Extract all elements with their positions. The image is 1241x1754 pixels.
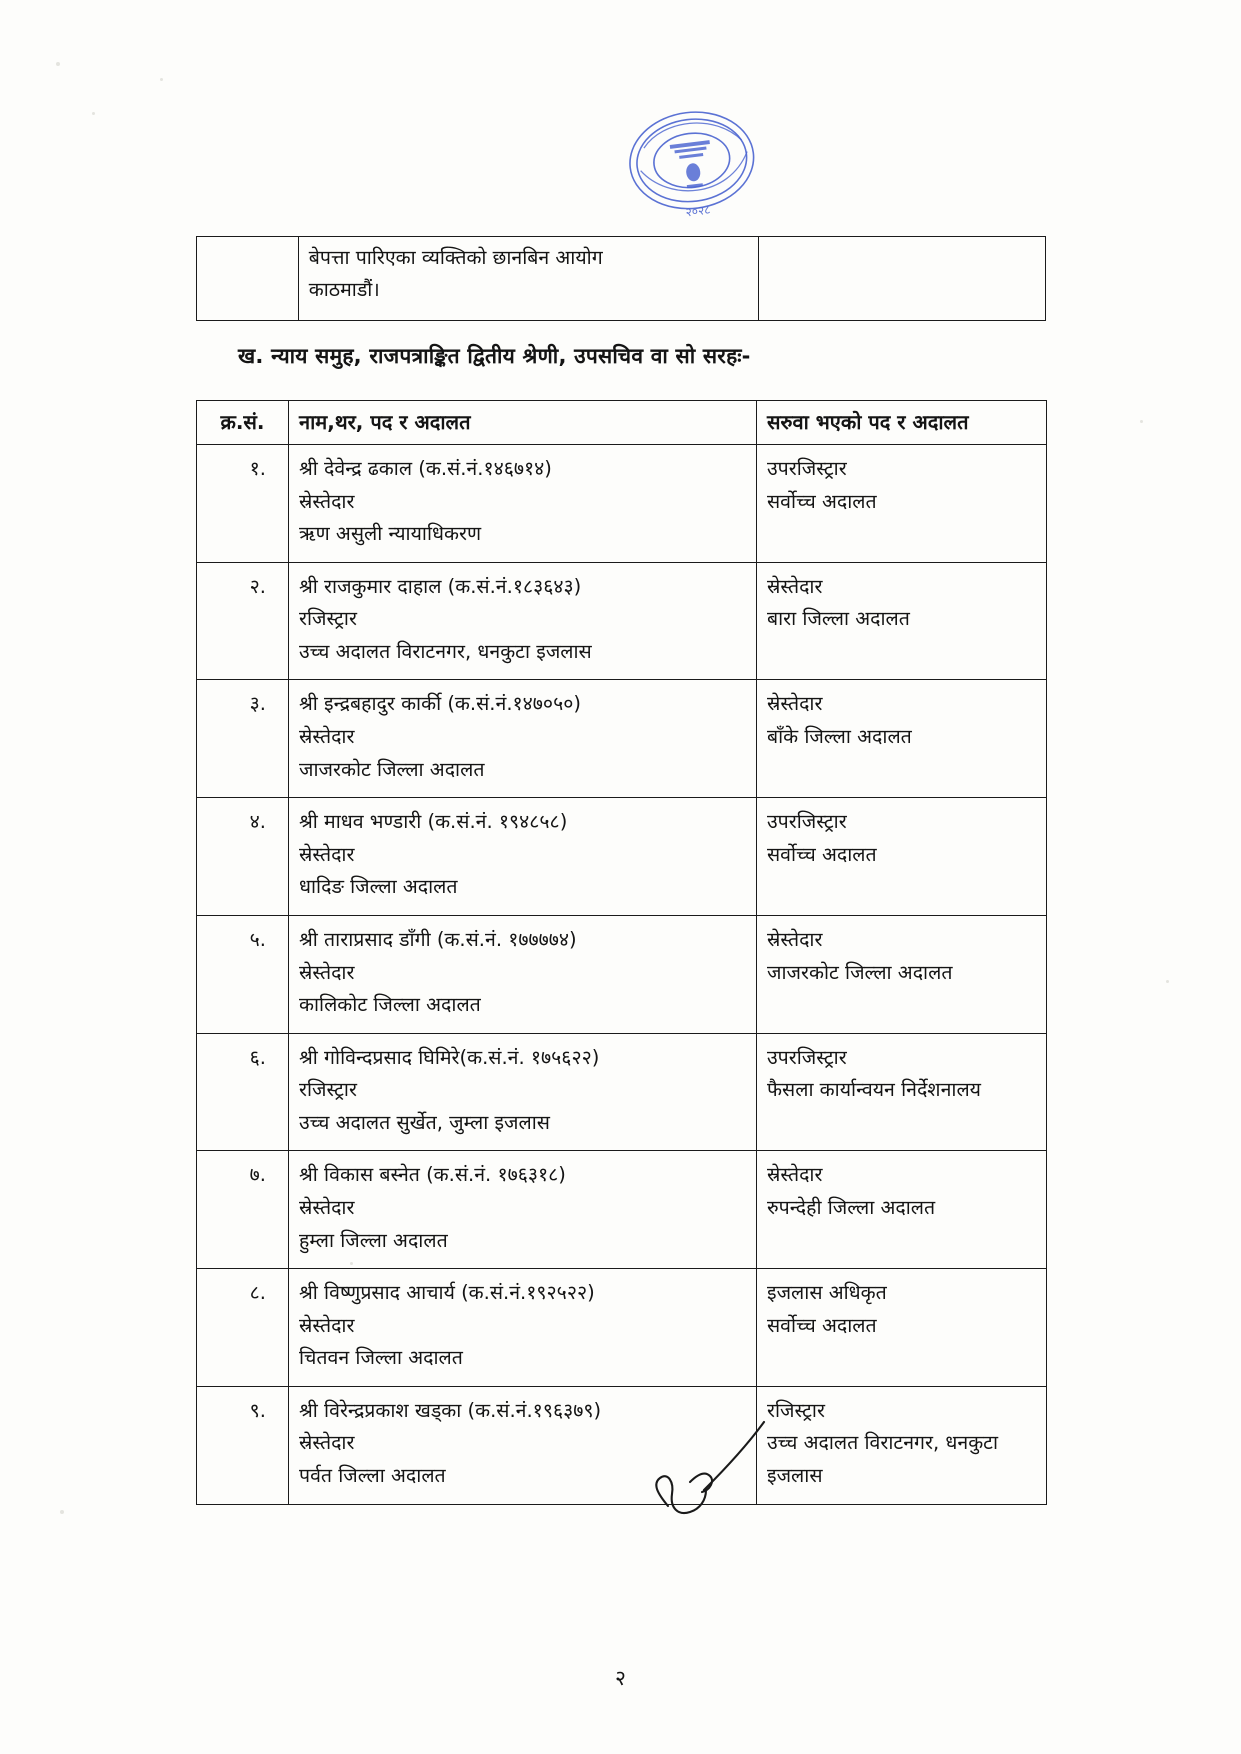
- cell-name-post-court: [289, 680, 757, 798]
- table-header-row: [197, 401, 1047, 445]
- cell-line: उच्च अदालत सुर्खेत, जुम्ला इजलास: [299, 1110, 550, 1134]
- cell-line: सर्वोच्च अदालत: [767, 489, 877, 513]
- cell-line: स्रेस्तेदार: [299, 842, 355, 866]
- transfer-list-table: [196, 400, 1047, 1505]
- cell-line: फैसला कार्यान्वयन निर्देशनालय: [767, 1078, 981, 1102]
- cell-name-post-court: [289, 1269, 757, 1387]
- cell-line: स्रेस्तेदार: [299, 1431, 355, 1455]
- cell-line: उपरजिस्ट्रार: [767, 457, 847, 480]
- cell-line: सर्वोच्च अदालत: [767, 842, 877, 866]
- cell-line: चितवन जिल्ला अदालत: [299, 1346, 463, 1370]
- cell-line: स्रेस्तेदार: [767, 1163, 823, 1187]
- cell-name-post-court: [289, 562, 757, 680]
- cell-line: श्री ताराप्रसाद डाँगी (क.सं.नं. १७७७७४): [299, 927, 577, 951]
- cell-line: स्रेस्तेदार: [767, 692, 823, 716]
- cell-line: उपरजिस्ट्रार: [767, 810, 847, 834]
- scan-speckle: [1140, 420, 1143, 423]
- table-row: [197, 798, 1047, 916]
- cell-line: स्रेस्तेदार: [299, 960, 355, 984]
- cell-line: पर्वत जिल्ला अदालत: [299, 1464, 446, 1488]
- svg-text:२०२८: २०२८: [684, 202, 712, 220]
- cell-serial: १.: [197, 445, 289, 563]
- cell-line: हुम्ला जिल्ला अदालत: [299, 1228, 448, 1252]
- cell-name-post-court: [289, 798, 757, 916]
- cell-name-post-court: [289, 1033, 757, 1151]
- cell-line: बारा जिल्ला अदालत: [767, 607, 910, 631]
- cell-serial: ५.: [197, 915, 289, 1033]
- cell-line: बेपत्ता पारिएका व्यक्तिको छानबिन आयोग: [308, 246, 603, 269]
- cell-line: सर्वोच्च अदालत: [767, 1313, 877, 1337]
- cell-line: इजलास: [767, 1464, 823, 1488]
- cell-serial: ७.: [197, 1151, 289, 1269]
- cell-transfer: [757, 1386, 1047, 1504]
- table-row: [197, 237, 1046, 321]
- cell-serial: ८.: [197, 1269, 289, 1387]
- cell-line: रजिस्ट्रार: [299, 1078, 357, 1102]
- cell-line: उपरजिस्ट्रार: [767, 1045, 847, 1069]
- cell-serial: २.: [197, 562, 289, 680]
- scan-speckle: [1166, 980, 1169, 983]
- table-row: [197, 1386, 1047, 1504]
- cell-name-post-court: [289, 1386, 757, 1504]
- scan-speckle: [60, 1510, 64, 1514]
- cell-line: उच्च अदालत विराटनगर, धनकुटा: [767, 1431, 999, 1455]
- cell-line: श्री राजकुमार दाहाल (क.सं.नं.१८३६४३): [299, 574, 582, 598]
- cell-line: श्री विरेन्द्रप्रकाश खड्का (क.सं.नं.१९६३७९): [299, 1398, 602, 1422]
- scan-speckle: [92, 112, 95, 115]
- cell-name-post-court: [289, 445, 757, 563]
- scan-speckle: [56, 62, 60, 66]
- section-heading: ख. न्याय समुह, राजपत्राङ्कित द्वितीय श्रेणी, उपसचिव वा सो सरहः-: [238, 344, 751, 368]
- table-row: [197, 1033, 1047, 1151]
- cell-transfer: [757, 445, 1047, 563]
- cell-serial: ६.: [197, 1033, 289, 1151]
- cell-serial: ९.: [197, 1386, 289, 1504]
- cell-transfer: [757, 1033, 1047, 1151]
- cell-line: धादिङ जिल्ला अदालत: [299, 875, 458, 899]
- cell-line: रजिस्ट्रार: [299, 607, 357, 631]
- cell-line: श्री विकास बस्नेत (क.सं.नं. १७६३१८): [299, 1163, 566, 1187]
- table-row: [197, 562, 1047, 680]
- table-row: [197, 680, 1047, 798]
- cell-line: रजिस्ट्रार: [767, 1398, 825, 1422]
- cell-line: श्री गोविन्दप्रसाद घिमिरे(क.सं.नं. १७५६२२): [299, 1045, 600, 1069]
- cell-line: श्री इन्द्रबहादुर कार्की (क.सं.नं.१४७०५०): [299, 692, 581, 716]
- cell-line: रुपन्देही जिल्ला अदालत: [767, 1195, 936, 1219]
- cell-transfer: [757, 680, 1047, 798]
- cell-serial: ३.: [197, 680, 289, 798]
- page-number: २: [615, 1666, 626, 1690]
- cell-line: कालिकोट जिल्ला अदालत: [299, 993, 481, 1017]
- cell-line: स्रेस्तेदार: [767, 927, 823, 951]
- table-row: [197, 915, 1047, 1033]
- column-header-name: नाम,थर, पद र अदालत: [289, 401, 757, 445]
- cell-serial: [197, 237, 299, 321]
- cell-transfer: [758, 237, 1045, 321]
- cell-line: ऋण असुली न्यायाधिकरण: [299, 522, 482, 546]
- cell-line: स्रेस्तेदार: [299, 1313, 355, 1337]
- table-row: [197, 445, 1047, 563]
- cell-line: श्री विष्णुप्रसाद आचार्य (क.सं.नं.१९२५२२): [299, 1281, 595, 1305]
- cell-line: उच्च अदालत विराटनगर, धनकुटा इजलास: [299, 639, 592, 663]
- cell-line: स्रेस्तेदार: [299, 725, 355, 749]
- cell-name-post-court: [289, 1151, 757, 1269]
- cell-line: जाजरकोट जिल्ला अदालत: [299, 757, 485, 781]
- cell-line: इजलास अधिकृत: [767, 1281, 887, 1305]
- scan-speckle: [160, 78, 163, 81]
- cell-transfer: [757, 1269, 1047, 1387]
- table-row: [197, 1269, 1047, 1387]
- cell-serial: ४.: [197, 798, 289, 916]
- cell-transfer: [757, 1151, 1047, 1269]
- official-seal-icon: [613, 93, 777, 230]
- column-header-serial: क्र.सं.: [197, 401, 289, 445]
- cell-line: स्रेस्तेदार: [299, 489, 355, 513]
- cell-line: स्रेस्तेदार: [767, 574, 823, 598]
- cell-line: काठमाडौं।: [308, 277, 380, 301]
- table-row: [197, 1151, 1047, 1269]
- cell-line: स्रेस्तेदार: [299, 1195, 355, 1219]
- cell-office: [298, 237, 758, 321]
- cell-transfer: [757, 798, 1047, 916]
- cell-transfer: [757, 915, 1047, 1033]
- cell-line: बाँके जिल्ला अदालत: [767, 725, 912, 749]
- cell-transfer: [757, 562, 1047, 680]
- cell-name-post-court: [289, 915, 757, 1033]
- continued-table: [196, 236, 1046, 321]
- cell-line: श्री देवेन्द्र ढकाल (क.सं.नं.१४६७१४): [299, 457, 552, 480]
- cell-line: श्री माधव भण्डारी (क.सं.नं. १९४८५८): [299, 810, 568, 834]
- cell-line: जाजरकोट जिल्ला अदालत: [767, 960, 953, 984]
- column-header-transfer: सरुवा भएको पद र अदालत: [757, 401, 1047, 445]
